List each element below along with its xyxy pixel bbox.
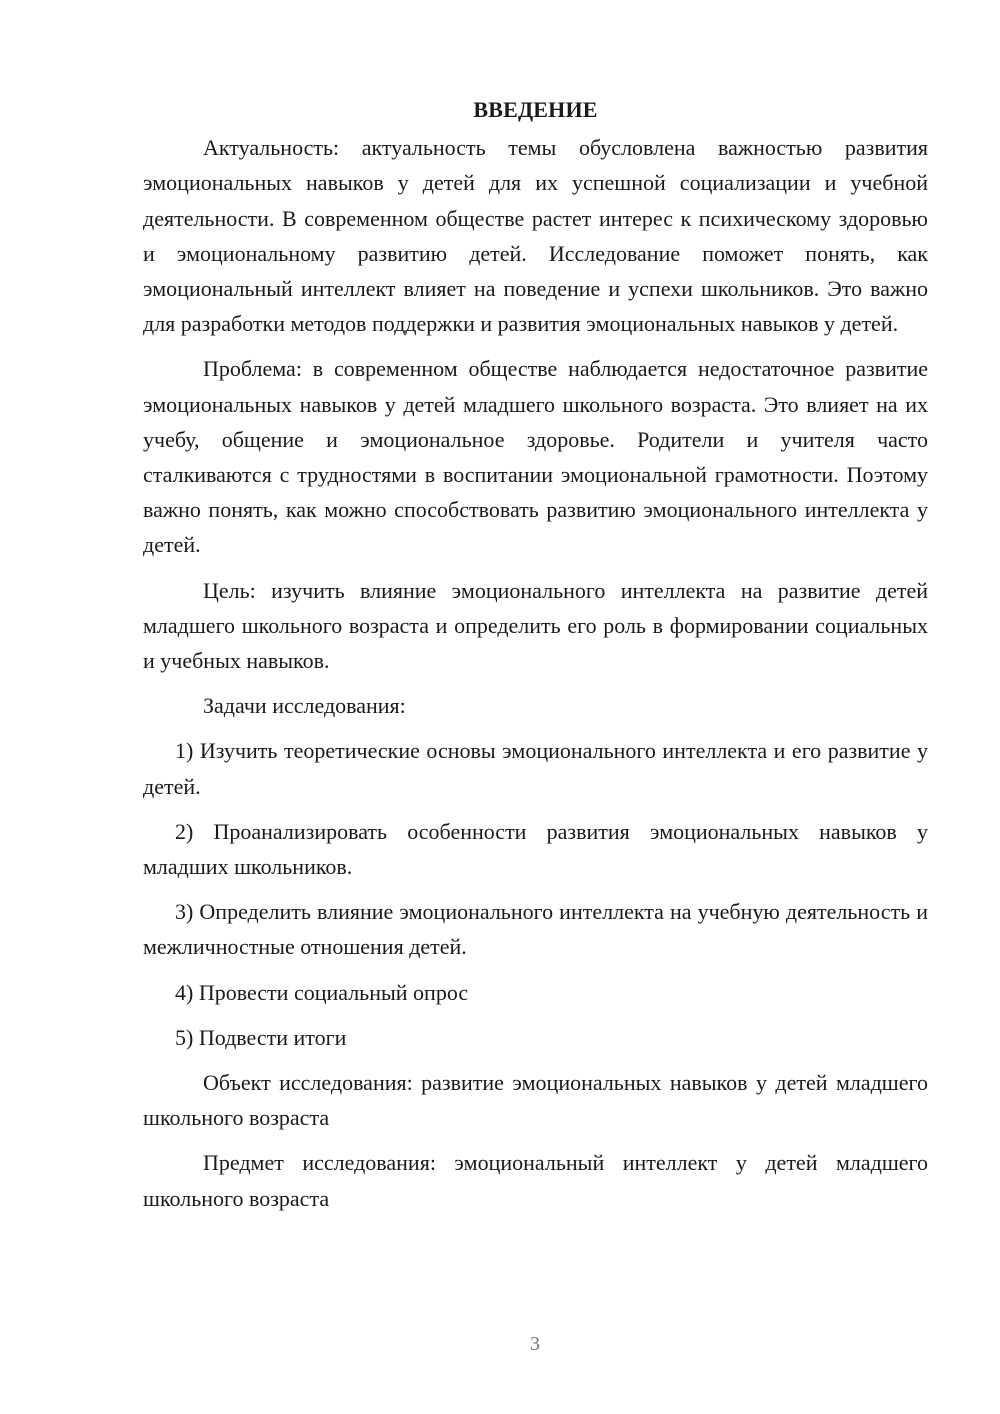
subject-paragraph: Предмет исследования: эмоциональный интеллект у детей младшего школьного возраста bbox=[143, 1150, 928, 1211]
task-item-3: 3) Определить влияние эмоционального интеллекта на учебную деятельность и межличностные отношения детей. bbox=[143, 899, 928, 960]
tasks-title: Задачи исследования: bbox=[203, 693, 406, 719]
page-number: 3 bbox=[530, 1333, 540, 1355]
problem-paragraph: Проблема: в современном обществе наблюдается недостаточное развитие эмоциональных навыков у детей младшего школьного возраста. Это влияет на их учебу, общение и эмоциональное здоровье. Родители и учителя часто сталкиваются с трудностями в воспитании эмоциональной грамотности. Поэтому важно понять, как можно способствовать развитию эмоционального интеллекта у детей. bbox=[143, 356, 928, 558]
section-heading: ВВЕДЕНИЕ bbox=[473, 97, 598, 122]
task-item-1: 1) Изучить теоретические основы эмоционального интеллекта и его развитие у детей. bbox=[143, 738, 928, 799]
task-item-5: 5) Подвести итоги bbox=[175, 1024, 347, 1050]
relevance-paragraph: Актуальность: актуальность темы обусловлена важностью развития эмоциональных навыков у детей для их успешной социализации и учебной деятельности. В современном обществе растет интерес к психическому здоровью и эмоциональному развитию детей. Исследование поможет понять, как эмоциональный интеллект влияет на поведение и успехи школьников. Это важно для разработки методов поддержки и развития эмоциональных навыков у детей. bbox=[143, 135, 928, 337]
goal-paragraph: Цель: изучить влияние эмоционального интеллекта на развитие детей младшего школьного возраста и определить его роль в формировании социальных и учебных навыков. bbox=[143, 577, 928, 674]
object-paragraph: Объект исследования: развитие эмоциональных навыков у детей младшего школьного возраста bbox=[143, 1070, 928, 1131]
task-item-2: 2) Проанализировать особенности развития эмоциональных навыков у младших школьников. bbox=[143, 818, 928, 880]
task-item-4: 4) Провести социальный опрос bbox=[175, 979, 469, 1005]
page-content bbox=[143, 92, 928, 1226]
